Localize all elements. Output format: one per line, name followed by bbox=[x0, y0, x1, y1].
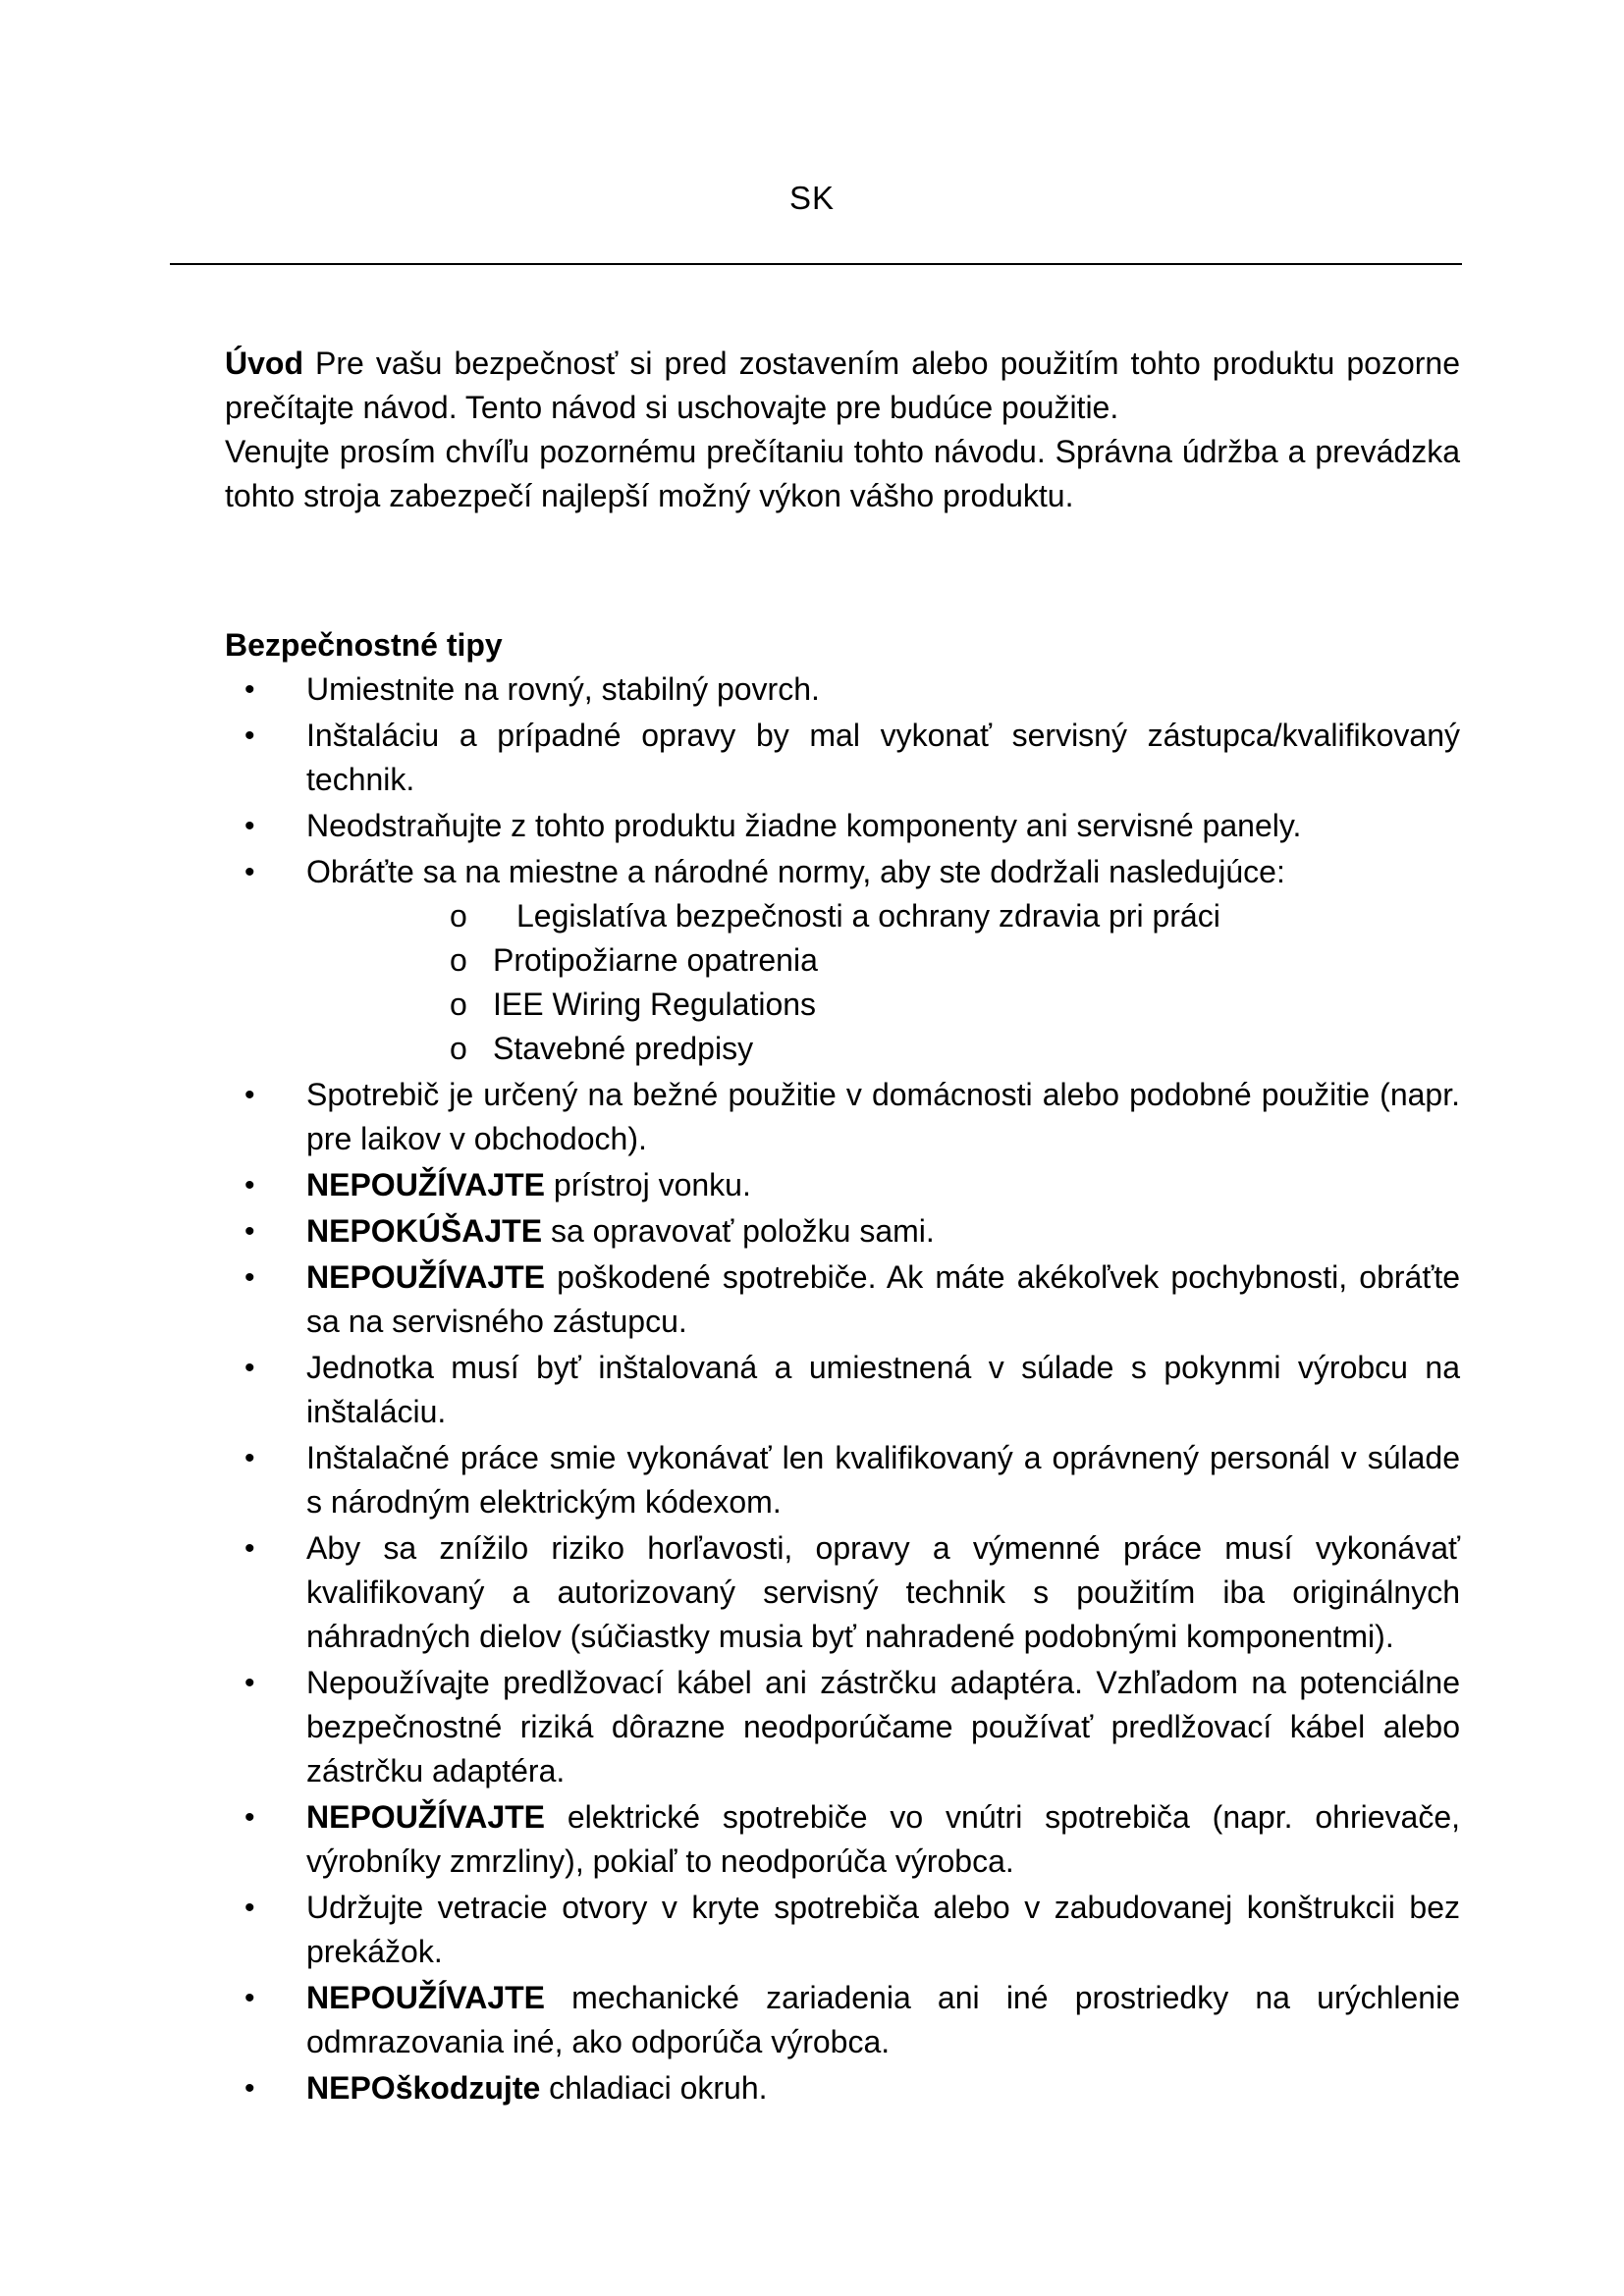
list-item: • Neodstraňujte z tohto produktu žiadne komponenty ani servisné panely. bbox=[225, 804, 1460, 848]
list-item: • Inštalačné práce smie vykonávať len kvalifikovaný a oprávnený personál v súlade s národným elektrickým kódexom. bbox=[225, 1436, 1460, 1524]
bullet-icon: • bbox=[244, 1982, 255, 2014]
list-item: • NEPOUŽÍVAJTE mechanické zariadenia ani iné prostriedky na urýchlenie odmrazovania iné, ako odporúča výrobca. bbox=[225, 1976, 1460, 2064]
bullet-icon: • bbox=[244, 720, 255, 752]
bullet-icon: • bbox=[244, 1079, 255, 1111]
bullet-icon: • bbox=[244, 2072, 255, 2105]
list-item: • Aby sa znížilo riziko horľavosti, opravy a výmenné práce musí vykonávať kvalifikovaný a autorizovaný servisný technik s použitím iba originálnych náhradných dielov (súčiastky musia byť nahradené podobnými komponentmi). bbox=[225, 1526, 1460, 1659]
regulations-sublist bbox=[306, 894, 1460, 1071]
intro-paragraph bbox=[225, 342, 1460, 430]
list-item: • Obráťte sa na miestne a národné normy, aby ste dodržali nasledujúce: o Legislatíva bezpečnosti a ochrany zdravia pri práci o Protipožiarne opatrenia o IEE Wiring Regulations o Stavebné predpisy bbox=[225, 850, 1460, 1071]
bullet-icon: • bbox=[244, 673, 255, 706]
list-item: • Udržujte vetracie otvory v kryte spotrebiča alebo v zabudovanej konštrukcii bez prekážok. bbox=[225, 1886, 1460, 1974]
circle-bullet-icon: o bbox=[450, 898, 467, 934]
bullet-icon: • bbox=[244, 810, 255, 842]
bullet-icon: • bbox=[244, 1261, 255, 1294]
safety-tips-list bbox=[225, 667, 1460, 2110]
warning-keyword: NEPOUŽÍVAJTE bbox=[306, 1167, 545, 1202]
bullet-icon: • bbox=[244, 1442, 255, 1474]
bullet-icon: • bbox=[244, 1801, 255, 1834]
warning-keyword: NEPOUŽÍVAJTE bbox=[306, 1259, 545, 1295]
bullet-icon: • bbox=[244, 856, 255, 888]
list-item: • Nepoužívajte predlžovací kábel ani zástrčku adaptéra. Vzhľadom na potenciálne bezpečnostné riziká dôrazne neodporúčame používať predlžovací kábel alebo zástrčku adaptéra. bbox=[225, 1661, 1460, 1793]
list-item: • NEPOUŽÍVAJTE poškodené spotrebiče. Ak máte akékoľvek pochybnosti, obráťte sa na servisného zástupcu. bbox=[225, 1255, 1460, 1344]
list-item: • Umiestnite na rovný, stabilný povrch. bbox=[225, 667, 1460, 712]
list-item: • Jednotka musí byť inštalovaná a umiestnená v súlade s pokynmi výrobcu na inštaláciu. bbox=[225, 1346, 1460, 1434]
intro-paragraph-2: Venujte prosím chvíľu pozornému prečítaniu tohto návodu. Správna údržba a prevádzka tohto stroja zabezpečí najlepší možný výkon vášho produktu. bbox=[225, 434, 1460, 513]
header-divider bbox=[170, 263, 1462, 265]
sub-list-item: o Stavebné predpisy bbox=[306, 1027, 1460, 1071]
bullet-icon: • bbox=[244, 1352, 255, 1384]
sub-list-item: o Legislatíva bezpečnosti a ochrany zdravia pri práci bbox=[306, 894, 1460, 938]
bullet-icon: • bbox=[244, 1892, 255, 1924]
circle-bullet-icon: o bbox=[450, 987, 467, 1022]
warning-keyword: NEPOškodzujte bbox=[306, 2070, 541, 2106]
circle-bullet-icon: o bbox=[450, 942, 467, 978]
circle-bullet-icon: o bbox=[450, 1031, 467, 1066]
warning-keyword: NEPOUŽÍVAJTE bbox=[306, 1799, 545, 1835]
intro-text: Pre vašu bezpečnosť si pred zostavením alebo použitím tohto produktu pozorne prečítajte návod. Tento návod si uschovajte pre budúce použitie. bbox=[225, 346, 1460, 425]
page-language-code: SK bbox=[788, 180, 836, 216]
sub-list-item: o IEE Wiring Regulations bbox=[306, 983, 1460, 1027]
section-title: Bezpečnostné tipy bbox=[225, 627, 503, 663]
list-item: • NEPOUŽÍVAJTE prístroj vonku. bbox=[225, 1163, 1460, 1207]
warning-keyword: NEPOUŽÍVAJTE bbox=[306, 1980, 545, 2015]
sub-list-item: o Protipožiarne opatrenia bbox=[306, 938, 1460, 983]
bullet-icon: • bbox=[244, 1532, 255, 1565]
list-item: • NEPOKÚŠAJTE sa opravovať položku sami. bbox=[225, 1209, 1460, 1254]
intro-heading: Úvod bbox=[225, 346, 303, 381]
bullet-icon: • bbox=[244, 1169, 255, 1201]
list-item: • Inštaláciu a prípadné opravy by mal vykonať servisný zástupca/kvalifikovaný technik. bbox=[225, 714, 1460, 802]
bullet-icon: • bbox=[244, 1667, 255, 1699]
bullet-icon: • bbox=[244, 1215, 255, 1248]
list-item: • Spotrebič je určený na bežné použitie v domácnosti alebo podobné použitie (napr. pre laikov v obchodoch). bbox=[225, 1073, 1460, 1161]
list-item: • NEPOškodzujte chladiaci okruh. bbox=[225, 2066, 1460, 2110]
document-body bbox=[225, 342, 1460, 2112]
warning-keyword: NEPOKÚŠAJTE bbox=[306, 1213, 543, 1249]
list-item: • NEPOUŽÍVAJTE elektrické spotrebiče vo vnútri spotrebiča (napr. ohrievače, výrobníky zmrzliny), pokiaľ to neodporúča výrobca. bbox=[225, 1795, 1460, 1884]
